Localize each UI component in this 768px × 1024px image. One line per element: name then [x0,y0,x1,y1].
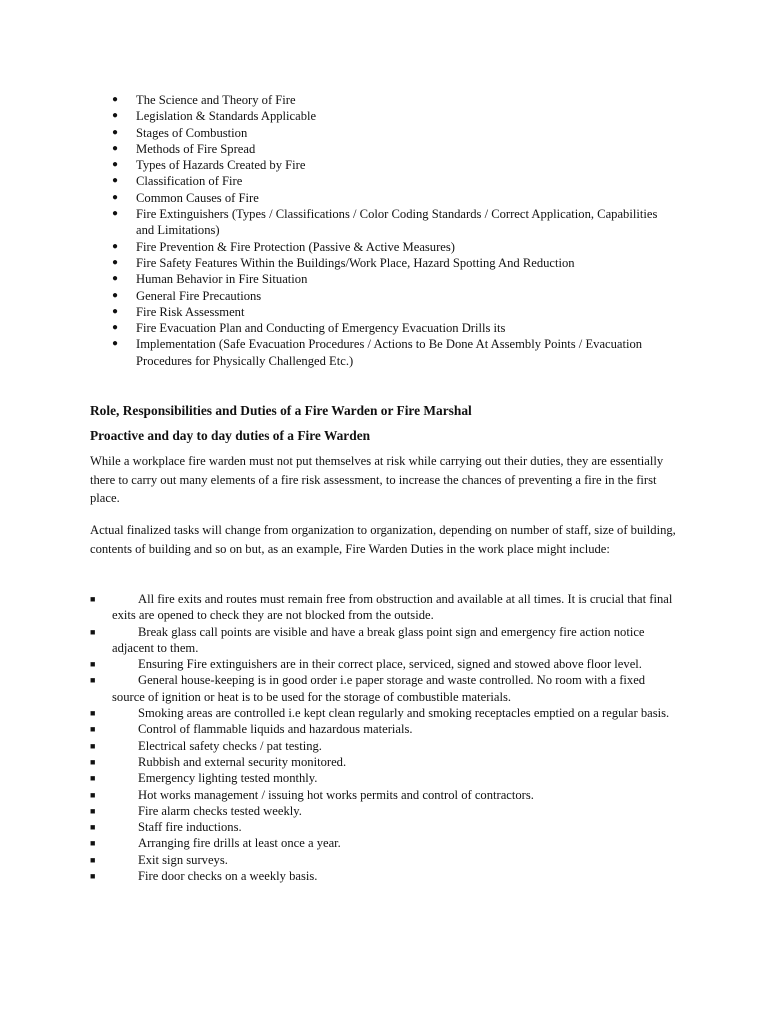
list-item-text: Break glass call points are visible and have a break glass point sign and emergency fire action notice adjacent to them. [112,624,645,655]
square-bullet-icon: ■ [90,594,96,604]
square-bullet-icon: ■ [90,740,96,751]
bullet-icon: ● [111,208,119,220]
list-item-text: Smoking areas are controlled i.e kept clean regularly and smoking receptacles emptied on a regular basis. [138,706,670,721]
list-item [88,705,678,721]
square-bullet-icon: ■ [90,724,96,735]
list-item [88,738,678,754]
list-item [110,255,670,271]
square-bullet-icon: ■ [90,838,96,849]
list-item [88,819,678,835]
square-bullet-icon: ■ [90,756,96,767]
list-item-text: Fire Evacuation Plan and Conducting of Emergency Evacuation Drills its [136,321,506,336]
square-bullet-icon: ■ [90,854,96,865]
list-item-text: Classification of Fire [136,174,243,189]
list-item [88,770,678,786]
bullet-icon: ● [111,256,119,268]
bullet-icon: ● [111,338,119,350]
list-item-text: Fire alarm checks tested weekly. [138,803,302,818]
list-item-text: Electrical safety checks / pat testing. [138,738,322,753]
list-item-text: Arranging fire drills at least once a year. [138,836,341,851]
intro-paragraph: While a workplace fire warden must not put themselves at risk while carrying out their duties, they are essentially there to carry out many elements of a fire risk assessment, to increase the chances of preventing a fire in the first place. [90,454,664,506]
list-item-text: Hot works management / issuing hot works permits and control of contractors. [138,787,534,802]
list-item-text: Fire Extinguishers (Types / Classifications / Color Coding Standards / Correct Application, Capabilities and Limitations) [136,207,658,238]
list-item [110,304,670,320]
list-item [110,239,670,255]
list-item [88,803,678,819]
list-item [110,141,670,157]
list-item [110,190,670,206]
list-item-text: All fire exits and routes must remain free from obstruction and available at all times. It is crucial that final exits are opened to check they are not blocked from the outside. [112,592,673,623]
bullet-icon: ● [111,110,119,122]
list-item [88,721,678,737]
list-item [110,288,670,304]
list-item [88,754,678,770]
list-item [110,125,670,141]
bullet-icon: ● [111,289,119,301]
square-bullet-icon: ■ [90,773,96,784]
list-item-text: Control of flammable liquids and hazardous materials. [138,722,413,737]
list-item-text: Methods of Fire Spread [136,141,256,156]
list-item [110,336,670,369]
list-item-text: Ensuring Fire extinguishers are in their correct place, serviced, signed and stowed above floor level. [138,657,642,672]
bullet-icon: ● [111,191,119,203]
list-item-text: Human Behavior in Fire Situation [136,272,308,287]
square-bullet-icon: ■ [90,805,96,816]
tasks-paragraph: Actual finalized tasks will change from organization to organization, depending on number of staff, size of building, contents of building and so on but, as an example, Fire Warden Duties in the work place might include: [90,523,676,556]
list-item [110,320,670,336]
bullet-icon: ● [111,126,119,138]
list-item [88,591,678,624]
list-item-text: Fire Risk Assessment [136,304,245,319]
list-item [88,624,678,657]
bullet-icon: ● [111,240,119,252]
square-bullet-icon: ■ [90,871,96,882]
list-item [88,835,678,851]
list-item [88,656,678,672]
list-item-text: Implementation (Safe Evacuation Procedures / Actions to Be Done At Assembly Points / Evacuation Procedures for Physically Challenged Etc.) [136,337,643,368]
list-item-text: Fire door checks on a weekly basis. [138,869,318,884]
list-item-text: Fire Safety Features Within the Buildings/Work Place, Hazard Spotting And Reduction [136,255,575,270]
list-item [110,108,670,124]
list-item-text: Stages of Combustion [136,125,248,140]
list-item [88,787,678,803]
square-bullet-icon: ■ [90,626,96,637]
list-item-text: Exit sign surveys. [138,852,228,867]
list-item-text: General house-keeping is in good order i.e paper storage and waste controlled. No room with a fixed source of ignition or heat is to be used for the storage of combustible materials. [112,673,646,704]
square-bullet-icon: ■ [90,675,96,686]
square-bullet-icon: ■ [90,708,96,719]
list-item [110,206,670,239]
square-bullet-icon: ■ [90,659,96,670]
list-item-text: Fire Prevention & Fire Protection (Passive & Active Measures) [136,239,455,254]
square-bullet-icon: ■ [90,789,96,800]
list-item [110,271,670,287]
bullet-icon: ● [111,175,119,187]
list-item [88,672,678,705]
list-item-text: Common Causes of Fire [136,190,259,205]
list-item-text: The Science and Theory of Fire [136,93,296,107]
fire-warden-duties-list [88,591,678,884]
list-item-text: Staff fire inductions. [138,820,242,835]
list-item-text: Rubbish and external security monitored. [138,754,347,769]
list-item-text: Emergency lighting tested monthly. [138,771,318,786]
subheading-proactive-duties: Proactive and day to day duties of a Fire Warden [90,428,371,443]
list-item [110,92,670,108]
bullet-icon: ● [111,142,119,154]
section-heading-role: Role, Responsibilities and Duties of a Fire Warden or Fire Marshal [90,403,472,418]
list-item-text: Types of Hazards Created by Fire [136,158,306,173]
list-item [110,173,670,189]
bullet-icon: ● [111,159,119,171]
list-item-text: Legislation & Standards Applicable [136,109,317,124]
bullet-icon: ● [111,94,119,105]
bullet-icon: ● [111,322,119,334]
list-item-text: General Fire Precautions [136,288,262,303]
bullet-icon: ● [111,273,119,285]
square-bullet-icon: ■ [90,822,96,833]
list-item [110,157,670,173]
training-topics-list [110,92,670,369]
list-item [88,868,678,884]
bullet-icon: ● [111,305,119,317]
list-item [88,852,678,868]
